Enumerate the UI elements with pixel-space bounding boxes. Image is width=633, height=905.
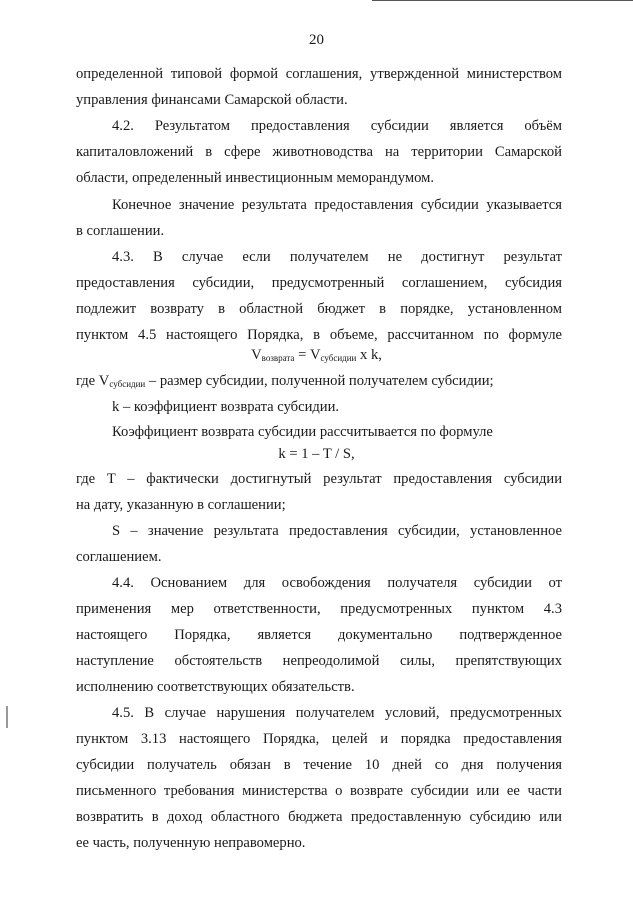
text-line: применения мер ответственности, предусмотренных пунктом 4.3 — [76, 601, 562, 617]
text-line: письменного требования министерства о возврате субсидии или ее части — [76, 783, 562, 799]
text-line: капиталовложений в сфере животноводства на территории Самарской — [76, 144, 562, 160]
text-line: где T – фактически достигнутый результат предоставления субсидии — [76, 471, 562, 487]
text-line: подлежит возврату в областной бюджет в порядке, установленном — [76, 301, 562, 317]
text-line: субсидии получатель обязан в течение 10 дней со дня получения — [76, 757, 562, 773]
text-line: Коэффициент возврата субсидии рассчитывается по формуле — [112, 424, 493, 440]
text-line: исполнению соответствующих обязательств. — [76, 679, 355, 695]
paragraph-4-4-start: 4.4. Основанием для освобождения получателя субсидии от — [112, 575, 562, 591]
text-line: S – значение результата предоставления субсидии, установленное — [112, 523, 562, 539]
page-number: 20 — [309, 32, 324, 48]
text-line: области, определенный инвестиционным меморандумом. — [76, 170, 434, 186]
scan-artifact — [6, 706, 8, 728]
text-line: соглашением. — [76, 549, 162, 565]
text-line: в соглашении. — [76, 223, 165, 239]
text-line: предоставления субсидии, предусмотренный соглашением, субсидия — [76, 275, 562, 291]
text-line: где $V_{субсидии}$ – размер субсидии, полученной получателем субсидии; — [76, 373, 494, 389]
formula-coefficient: k = 1 – T / S, — [278, 446, 355, 462]
paragraph-4-2-start: 4.2. Результатом предоставления субсидии является объём — [112, 118, 562, 134]
scan-edge-line — [372, 0, 633, 1]
text-line: пунктом 4.5 настоящего Порядка, в объеме, рассчитанном по формуле — [76, 327, 562, 343]
text-line: возвратить в доход областного бюджета предоставленную субсидию или — [76, 809, 562, 825]
paragraph-4-5-start: 4.5. В случае нарушения получателем условий, предусмотренных — [112, 705, 562, 721]
text-line: пунктом 3.13 настоящего Порядка, целей и порядка предоставления — [76, 731, 562, 747]
text-line: определенной типовой формой соглашения, утвержденной министерством — [76, 66, 562, 82]
text-line: наступление обстоятельств непреодолимой силы, препятствующих — [76, 653, 562, 669]
text-line: управления финансами Самарской области. — [76, 92, 348, 108]
text-line: Конечное значение результата предоставления субсидии указывается — [112, 197, 562, 213]
text-line: k – коэффициент возврата субсидии. — [112, 399, 340, 415]
text-line: ее часть, полученную неправомерно. — [76, 835, 306, 851]
text-line: настоящего Порядка, является документально подтвержденное — [76, 627, 562, 643]
paragraph-4-3-start: 4.3. В случае если получателем не достигнут результат — [112, 249, 562, 265]
formula-refund: $V_{возврата} = V_{субсидии}$ x k, — [251, 347, 382, 363]
text-line: на дату, указанную в соглашении; — [76, 497, 286, 513]
